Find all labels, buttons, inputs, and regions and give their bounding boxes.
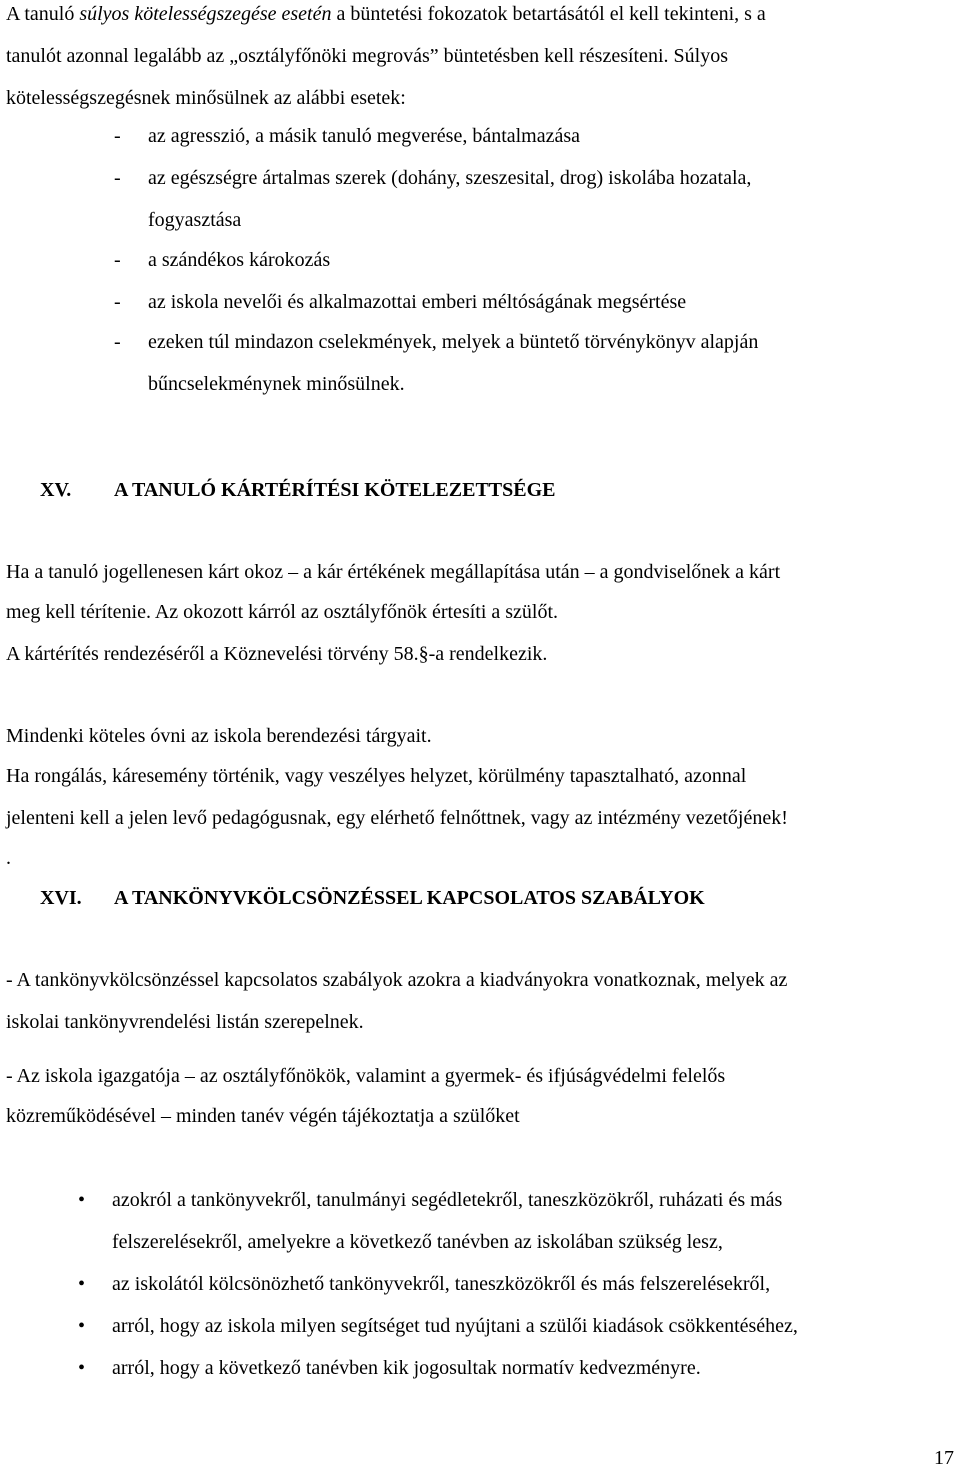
dash-marker: - — [114, 125, 121, 147]
intro-emphasis: súlyos kötelességszegése esetén — [79, 3, 332, 25]
section-15-paragraph: A kártérítés rendezéséről a Köznevelési törvény 58.§-a rendelkezik. — [6, 643, 548, 665]
intro-line-3: kötelességszegésnek minősülnek az alábbi esetek: — [6, 87, 406, 109]
section-15-number: XV. — [40, 479, 72, 501]
section-16-paragraph: iskolai tankönyvrendelési listán szerepelnek. — [6, 1011, 364, 1033]
dash-marker: - — [114, 167, 121, 189]
intro-text: A tanuló — [6, 3, 80, 25]
section-16-paragraph: - A tankönyvkölcsönzéssel kapcsolatos szabályok azokra a kiadványokra vonatkoznak, melyek az — [6, 969, 788, 991]
section-15-dot: . — [6, 847, 11, 869]
section-16-title: A TANKÖNYVKÖLCSÖNZÉSSEL KAPCSOLATOS SZABÁLYOK — [114, 887, 705, 909]
section-16-number: XVI. — [40, 887, 82, 909]
bullet-icon: • — [78, 1357, 86, 1379]
bullet-icon: • — [78, 1315, 86, 1337]
section-15-paragraph: Mindenki köteles óvni az iskola berendezési tárgyait. — [6, 725, 432, 747]
bullet-icon: • — [78, 1189, 86, 1211]
dash-item-3: a szándékos károkozás — [148, 249, 331, 271]
bullet-item-4: arról, hogy a következő tanévben kik jogosultak normatív kedvezményre. — [112, 1357, 701, 1379]
section-15-paragraph: Ha rongálás, káresemény történik, vagy veszélyes helyzet, körülmény tapasztalható, azonnal — [6, 765, 747, 787]
section-16-paragraph: közreműködésével – minden tanév végén tájékoztatja a szülőket — [6, 1105, 520, 1127]
page-number: 17 — [934, 1447, 954, 1469]
dash-item-2-cont: fogyasztása — [148, 209, 242, 231]
intro-text: a büntetési fokozatok betartásától el kell tekinteni, s a — [331, 3, 766, 25]
bullet-item-1-cont: felszerelésekről, amelyekre a következő tanévben az iskolában szükség lesz, — [112, 1231, 723, 1253]
dash-marker: - — [114, 291, 121, 313]
dash-item-2: az egészségre ártalmas szerek (dohány, szeszesital, drog) iskolába hozatala, — [148, 167, 752, 189]
dash-item-1: az agresszió, a másik tanuló megverése, bántalmazása — [148, 125, 581, 147]
section-15-paragraph: Ha a tanuló jogellenesen kárt okoz – a kár értékének megállapítása után – a gondviselőnek a kárt — [6, 561, 781, 583]
bullet-item-3: arról, hogy az iskola milyen segítséget tud nyújtani a szülői kiadások csökkentéséhez, — [112, 1315, 798, 1337]
dash-item-5: ezeken túl mindazon cselekmények, melyek a büntető törvénykönyv alapján — [148, 331, 759, 353]
dash-marker: - — [114, 331, 121, 353]
intro-line-1 — [6, 2, 766, 26]
section-15-title: A TANULÓ KÁRTÉRÍTÉSI KÖTELEZETTSÉGE — [114, 479, 556, 501]
intro-line-2: tanulót azonnal legalább az „osztályfőnöki megrovás” büntetésben kell részesíteni. Súlyos — [6, 45, 728, 67]
bullet-icon: • — [78, 1273, 86, 1295]
dash-item-4: az iskola nevelői és alkalmazottai emberi méltóságának megsértése — [148, 291, 687, 313]
section-15-paragraph: jelenteni kell a jelen levő pedagógusnak, egy elérhető felnőttnek, vagy az intézmény vezetőjének! — [6, 807, 788, 829]
dash-item-5-cont: bűncselekménynek minősülnek. — [148, 373, 405, 395]
section-15-paragraph: meg kell térítenie. Az okozott kárról az osztályfőnök értesíti a szülőt. — [6, 601, 559, 623]
bullet-item-2: az iskolától kölcsönözhető tankönyvekről, taneszközökről és más felszerelésekről, — [112, 1273, 771, 1295]
dash-marker: - — [114, 249, 121, 271]
bullet-item-1: azokról a tankönyvekről, tanulmányi segédletekről, taneszközökről, ruházati és más — [112, 1189, 783, 1211]
section-16-paragraph: - Az iskola igazgatója – az osztályfőnökök, valamint a gyermek- és ifjúságvédelmi felelős — [6, 1065, 726, 1087]
